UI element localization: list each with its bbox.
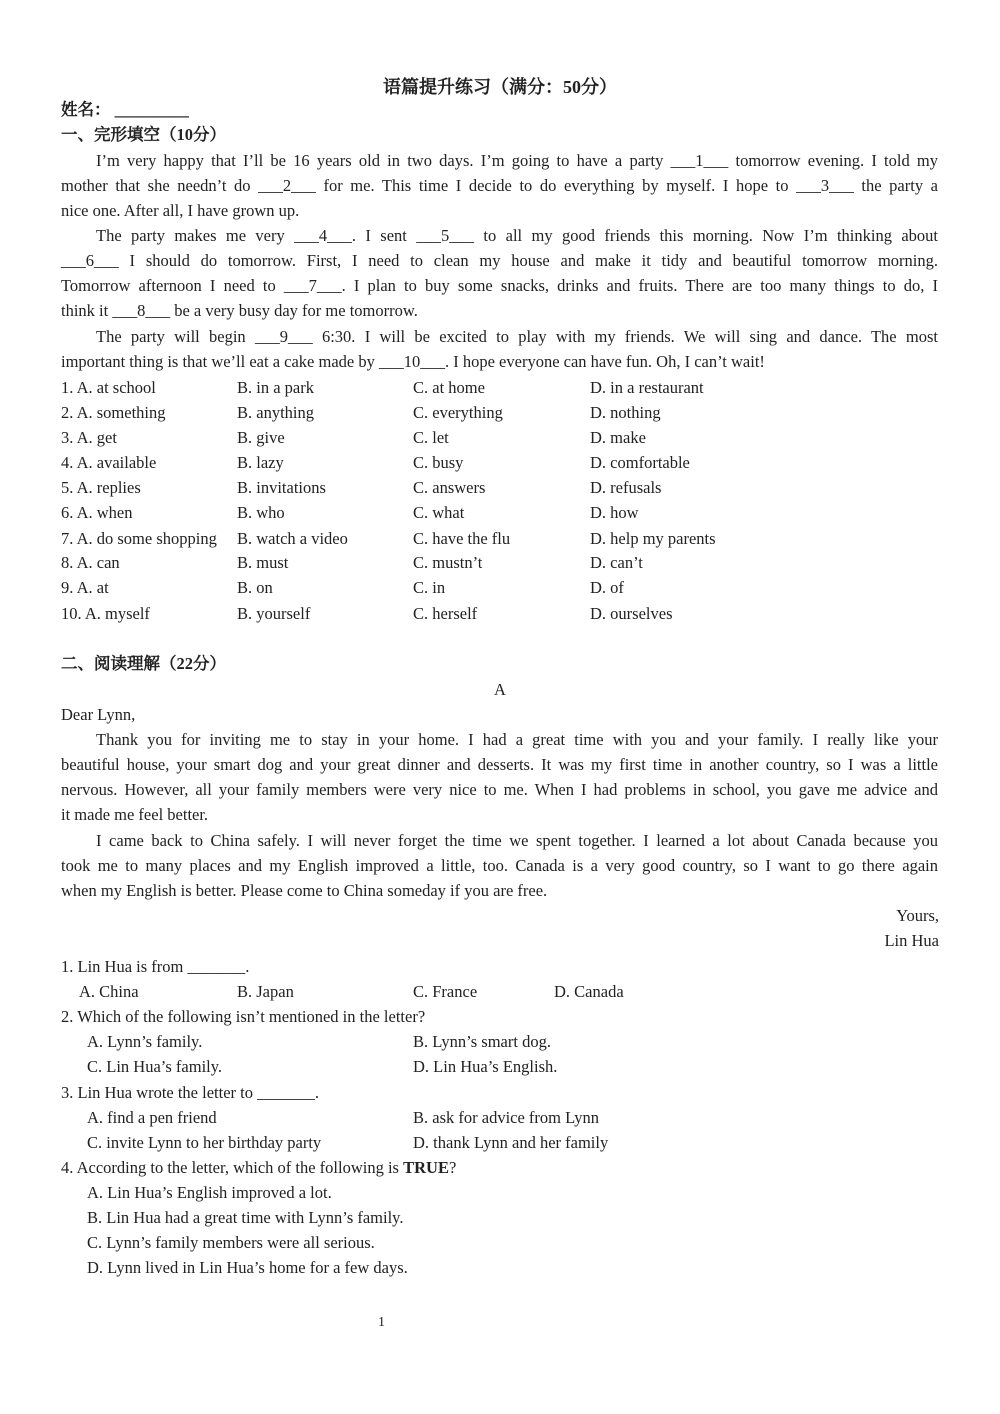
option-d: D. refusals: [590, 478, 662, 497]
letter-line: nervous. However, all your family members were very nice to me. When I had problems in school, you gave me advice and: [61, 780, 938, 799]
question-3: 3. Lin Hua wrote the letter to _______.: [61, 1083, 319, 1102]
q3-option-c: C. invite Lynn to her birthday party: [87, 1133, 322, 1152]
option-b: B. who: [237, 503, 285, 522]
option-a: 4. A. available: [61, 453, 157, 472]
option-c: C. have the flu: [413, 529, 511, 548]
option-a: 2. A. something: [61, 403, 166, 422]
option-c: C. at home: [413, 378, 485, 397]
letter-line: it made me feel better.: [61, 805, 209, 824]
option-b: B. in a park: [237, 378, 314, 397]
option-b: B. yourself: [237, 604, 311, 623]
option-a: 3. A. get: [61, 428, 117, 447]
cloze-line: mother that she needn’t do ___2___ for me. This time I decide to do everything by myself. I hope to ___3___ the party a: [61, 176, 938, 195]
letter-closing: Yours,: [896, 906, 939, 925]
option-c: C. what: [413, 503, 465, 522]
q4-stem-emphasis: TRUE: [403, 1158, 449, 1177]
option-b: B. anything: [237, 403, 314, 422]
letter-line: when my English is better. Please come to China someday if you are free.: [61, 881, 548, 900]
q4-option-a: A. Lin Hua’s English improved a lot.: [87, 1183, 332, 1202]
q2-option-d: D. Lin Hua’s English.: [413, 1057, 558, 1076]
option-d: D. make: [590, 428, 646, 447]
option-a: 5. A. replies: [61, 478, 141, 497]
cloze-line: think it ___8___ be a very busy day for me tomorrow.: [61, 301, 418, 320]
q3-option-a: A. find a pen friend: [87, 1108, 217, 1127]
letter-signature: Lin Hua: [884, 931, 939, 950]
section1-heading: 一、完形填空（10分）: [61, 125, 226, 144]
q4-stem: 4. According to the letter, which of the following is: [61, 1158, 404, 1177]
cloze-line: The party will begin ___9___ 6:30. I will be excited to play with my friends. We will sing and dance. The most: [96, 327, 938, 346]
option-c: C. everything: [413, 403, 503, 422]
option-c: C. mustn’t: [413, 553, 483, 572]
option-b: B. lazy: [237, 453, 284, 472]
q4-option-b: B. Lin Hua had a great time with Lynn’s family.: [87, 1208, 404, 1227]
option-a: 8. A. can: [61, 553, 120, 572]
question-1: 1. Lin Hua is from _______.: [61, 957, 250, 976]
q2-option-a: A. Lynn’s family.: [87, 1032, 203, 1051]
option-b: B. must: [237, 553, 289, 572]
cloze-line: Tomorrow afternoon I need to ___7___. I plan to buy some snacks, drinks and fruits. There are too many things to do, I: [61, 276, 938, 295]
question-2: 2. Which of the following isn’t mentioned in the letter?: [61, 1007, 426, 1026]
option-d: D. nothing: [590, 403, 661, 422]
question-4: [61, 1157, 456, 1179]
option-c: C. answers: [413, 478, 486, 497]
option-d: D. of: [590, 578, 624, 597]
letter-line: took me to many places and my English improved a little, too. Canada is a very good country, so I want to go there again: [61, 856, 938, 875]
cloze-line: I’m very happy that I’ll be 16 years old in two days. I’m going to have a party ___1___ tomorrow evening. I told my: [96, 151, 938, 170]
option-c: C. in: [413, 578, 446, 597]
option-d: D. ourselves: [590, 604, 673, 623]
cloze-line: ___6___ I should do tomorrow. First, I need to clean my house and make it tidy and beautiful tomorrow morning.: [61, 251, 938, 270]
option-d: D. help my parents: [590, 529, 716, 548]
q1-option-a: A. China: [79, 982, 139, 1001]
q3-option-d: D. thank Lynn and her family: [413, 1133, 609, 1152]
option-c: C. let: [413, 428, 449, 447]
option-d: D. in a restaurant: [590, 378, 704, 397]
option-a: 10. A. myself: [61, 604, 150, 623]
letter-line: beautiful house, your smart dog and your great dinner and desserts. It was my first time in another country, so I was a little: [61, 755, 938, 774]
option-a: 6. A. when: [61, 503, 133, 522]
section2-heading: 二、阅读理解（22分）: [61, 654, 226, 673]
q1-option-d: D. Canada: [554, 982, 624, 1001]
option-b: B. give: [237, 428, 285, 447]
option-b: B. watch a video: [237, 529, 348, 548]
page-title: 语篇提升练习（满分：50分）: [383, 77, 617, 97]
name-field: [61, 99, 189, 121]
option-d: D. can’t: [590, 553, 643, 572]
q4-stem-end: ?: [448, 1158, 457, 1177]
option-c: C. busy: [413, 453, 464, 472]
option-a: 7. A. do some shopping: [61, 529, 217, 548]
letter-line: Thank you for inviting me to stay in your home. I had a great time with you and your family. I really like your: [96, 730, 938, 749]
name-blank: _________: [114, 100, 189, 119]
q3-option-b: B. ask for advice from Lynn: [413, 1108, 600, 1127]
cloze-line: The party makes me very ___4___. I sent ___5___ to all my good friends this morning. Now I’m thinking about: [96, 226, 938, 245]
option-a: 1. A. at school: [61, 378, 156, 397]
letter-greeting: Dear Lynn,: [61, 705, 136, 724]
option-c: C. herself: [413, 604, 478, 623]
q2-option-c: C. Lin Hua’s family.: [87, 1057, 223, 1076]
option-a: 9. A. at: [61, 578, 109, 597]
letter-line: I came back to China safely. I will never forget the time we spent together. I learned a lot about Canada because you: [96, 831, 938, 850]
page-number: 1: [378, 1315, 385, 1330]
q2-option-b: B. Lynn’s smart dog.: [413, 1032, 551, 1051]
q4-option-d: D. Lynn lived in Lin Hua’s home for a few days.: [87, 1258, 408, 1277]
option-d: D. how: [590, 503, 639, 522]
option-b: B. invitations: [237, 478, 326, 497]
name-label: 姓名：: [61, 100, 111, 119]
option-d: D. comfortable: [590, 453, 690, 472]
q1-option-c: C. France: [413, 982, 478, 1001]
cloze-line: important thing is that we’ll eat a cake made by ___10___. I hope everyone can have fun. Oh, I can’t wait!: [61, 352, 765, 371]
cloze-line: nice one. After all, I have grown up.: [61, 201, 300, 220]
option-b: B. on: [237, 578, 273, 597]
q4-option-c: C. Lynn’s family members were all serious.: [87, 1233, 375, 1252]
q1-option-b: B. Japan: [237, 982, 294, 1001]
passage-label: A: [494, 680, 506, 699]
